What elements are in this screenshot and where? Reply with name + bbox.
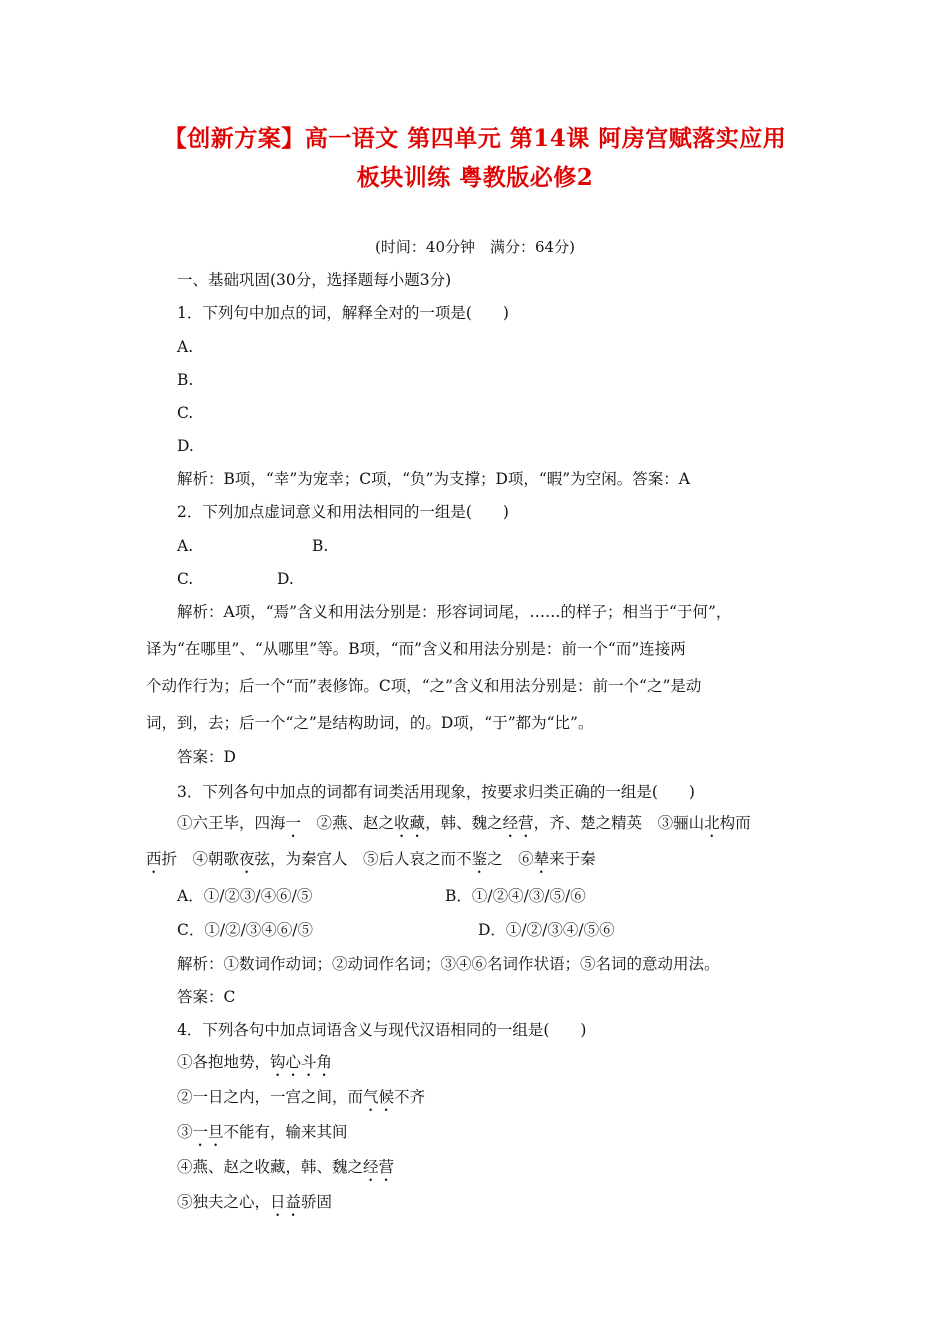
q4-item-3: ③一旦不能有，输来其间 [177, 1123, 348, 1141]
q1-stem: 1．下列句中加点的词，解释全对的一项是( ) [177, 304, 509, 322]
q4-item-4: ④燕、赵之收藏，韩、魏之经营 [177, 1158, 395, 1176]
q3-analysis: 解析：①数词作动词；②动词作名词；③④⑥名词作状语；⑤名词的意动用法。 [177, 955, 720, 973]
emphasis-dot-word: 日益 [270, 1193, 302, 1211]
q1-analysis: 解析：B项，“幸”为宠幸；C项，“负”为支撑；D项，“暇”为空闲。答案：A [177, 470, 690, 488]
emphasis-dot-word: 北 [704, 814, 720, 832]
q2-stem: 2．下列加点虚词意义和用法相同的一组是( ) [177, 503, 509, 521]
q1-option-b: B. [177, 371, 194, 389]
document-title-line2: 板块训练 粤教版必修2 [356, 164, 594, 191]
q2-analysis-line4: 词，到，去；后一个“之”是结构助词，的。D项，“于”都为“比”。 [146, 714, 594, 732]
q2-answer: 答案：D [177, 748, 236, 766]
emphasis-dot-word: 西 [146, 850, 162, 868]
emphasis-dot-word: 经营 [363, 1158, 395, 1176]
q3-option-b: B．①/②④/③/⑤/⑥ [445, 887, 586, 905]
document-title-line1: 【创新方案】高一语文 第四单元 第14课 阿房宫赋落实应用 [163, 125, 787, 152]
q2-analysis-line3: 个动作行为；后一个“而”表修饰。C项，“之”含义和用法分别是：前一个“之”是动 [146, 677, 702, 695]
q3-stem: 3．下列各句中加点的词都有词类活用现象，按要求归类正确的一组是( ) [177, 783, 695, 801]
emphasis-dot-word: 一 [285, 814, 302, 832]
emphasis-dot-word: 鉴 [471, 850, 488, 868]
emphasis-dot-word: 经营 [502, 814, 534, 832]
q2-option-d: D. [277, 570, 294, 588]
emphasis-dot-word: 收藏 [394, 814, 426, 832]
q3-sentences-line2: 西折 ④朝歌夜弦，为秦宫人 ⑤后人哀之而不鉴之 ⑥辇来于秦 [146, 850, 596, 868]
emphasis-dot-word: 钩心斗角 [270, 1053, 333, 1071]
q2-option-b: B. [312, 537, 329, 555]
q3-answer: 答案：C [177, 988, 236, 1006]
q3-option-c: C．①/②/③④⑥/⑤ [177, 921, 314, 939]
q2-option-a: A. [177, 537, 194, 555]
q4-item-2: ②一日之内，一宫之间，而气候不齐 [177, 1088, 426, 1106]
q4-item-5: ⑤独夫之心，日益骄固 [177, 1193, 333, 1211]
emphasis-dot-word: 一旦 [192, 1123, 224, 1141]
q3-option-a: A．①/②③/④⑥/⑤ [177, 887, 313, 905]
exam-meta: (时间：40分钟 满分：64分) [375, 238, 575, 256]
emphasis-dot-word: 辇 [533, 850, 550, 868]
q4-stem: 4．下列各句中加点词语含义与现代汉语相同的一组是( ) [177, 1021, 587, 1039]
section-heading: 一、基础巩固(30分，选择题每小题3分) [177, 271, 452, 289]
emphasis-dot-word: 气候 [363, 1088, 395, 1106]
q1-option-d: D. [177, 437, 194, 455]
q1-option-c: C. [177, 404, 194, 422]
q2-analysis-line2: 译为“在哪里”、“从哪里”等。B项，“而”含义和用法分别是：前一个“而”连接两 [146, 640, 686, 658]
q2-option-c: C. [177, 570, 194, 588]
q4-item-1: ①各抱地势，钩心斗角 [177, 1053, 333, 1071]
q3-option-d: D．①/②/③④/⑤⑥ [478, 921, 615, 939]
q3-sentences-line1: ①六王毕，四海一 ②燕、赵之收藏，韩、魏之经营，齐、楚之精英 ③骊山北构而 [177, 814, 751, 832]
q2-analysis-line1: 解析：A项，“焉”含义和用法分别是：形容词词尾，……的样子；相当于“于何”， [177, 603, 732, 621]
q1-option-a: A. [177, 338, 194, 356]
emphasis-dot-word: 夜 [239, 850, 255, 868]
